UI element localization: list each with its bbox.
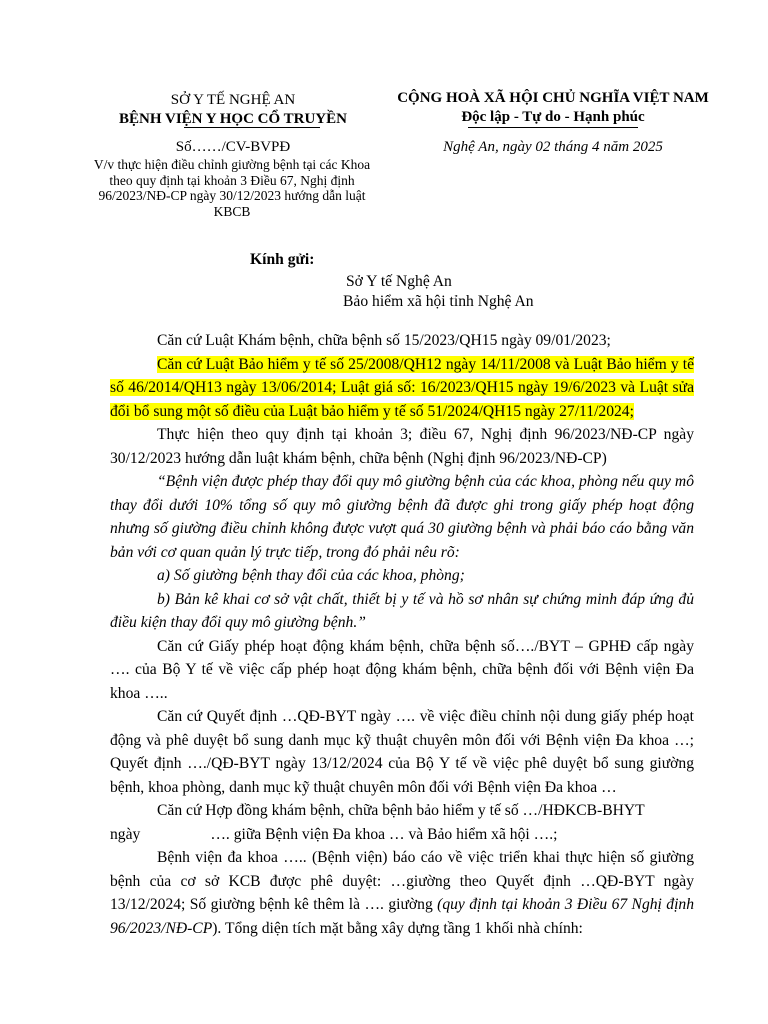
- contract-date-label: ngày: [110, 825, 141, 843]
- motto-underline: [468, 127, 638, 128]
- report-tail-text: ). Tổng diện tích mặt bằng xây dựng tầng 1 khối nhà chính:: [212, 919, 583, 937]
- paragraph-quote: “Bệnh viện được phép thay đổi quy mô giường bệnh của các khoa, phòng nếu quy mô thay đổi dưới 10% tổng số quy mô giường bệnh đã được ghi trong giấy phép hoạt động nhưng số giường điều chỉnh không được vượt quá 30 giường bệnh và phải báo cáo bằng văn bản với cơ quan quản lý trực tiếp, trong đó phải nêu rõ:: [110, 473, 694, 561]
- document-number: Số……/CV-BVPĐ: [175, 139, 291, 155]
- paragraph-implementation: Thực hiện theo quy định tại khoản 3; điều 67, Nghị định 96/2023/NĐ-CP ngày 30/12/2023 hướng dẫn luật khám bệnh, chữa bệnh (Nghị định 96/2023/NĐ-CP): [110, 426, 694, 467]
- paragraph-contract-line-1: Căn cứ Hợp đồng khám bệnh, chữa bệnh bảo hiểm y tế số …/HĐKCB-BHYT: [157, 802, 645, 819]
- contract-parties: …. giữa Bệnh viện Đa khoa … và Bảo hiểm xã hội ….;: [210, 825, 558, 843]
- country-name: CỘNG HOÀ XÃ HỘI CHỦ NGHĨA VIỆT NAM: [397, 90, 709, 106]
- report-italic-ref: (quy định tại khoản 3 Điều 67 Nghị định 96/2023/NĐ-CP: [110, 896, 694, 937]
- report-main-text: Bệnh viện đa khoa ….. (Bệnh viện) báo cáo về việc triển khai thực hiện số giường bệnh của cơ sở KCB được phê duyệt: …giường theo Quyết định …QĐ-BYT ngày 13/12/2024; Số giường bệnh kê thêm là …. giường: [110, 849, 694, 913]
- place-and-date: Nghệ An, ngày 02 tháng 4 năm 2025: [443, 139, 663, 155]
- department-name: SỞ Y TẾ NGHỆ AN: [170, 92, 296, 108]
- highlighted-text: Căn cứ Luật Bảo hiểm y tế số 25/2008/QH12 ngày 14/11/2008 và Luật Bảo hiểm y tế số 46/2014/QH13 ngày 13/06/2014; Luật giá số: 16/2023/QH15 ngày 19/6/2023 và Luật sửa đổi bổ sung một số điều của Luật bảo hiểm y tế số 51/2024/QH15 ngày 27/11/2024;: [110, 355, 694, 420]
- paragraph-legal-basis-2: [110, 353, 694, 424]
- paragraph-legal-basis-1: Căn cứ Luật Khám bệnh, chữa bệnh số 15/2023/QH15 ngày 09/01/2023;: [157, 332, 611, 349]
- paragraph-decision: Căn cứ Quyết định …QĐ-BYT ngày …. về việc điều chỉnh nội dung giấy phép hoạt động và phê duyệt bổ sung danh mục kỹ thuật chuyên môn đối với Bệnh viện Đa khoa …; Quyết định …./QĐ-BYT ngày 13/12/2024 của Bộ Y tế về việc phê duyệt bổ sung giường bệnh, khoa phòng, danh mục kỹ thuật chuyên môn đối với Bệnh viện Đa khoa …: [110, 708, 694, 796]
- document-subject: V/v thực hiện điều chỉnh giường bệnh tại các Khoa theo quy định tại khoản 3 Điều 67, Nghị định 96/2023/NĐ-CP ngày 30/12/2023 hướng dẫn luật KBCB: [93, 157, 371, 219]
- paragraph-report: [110, 846, 694, 940]
- hospital-name: BỆNH VIỆN Y HỌC CỔ TRUYỀN: [119, 111, 347, 127]
- quote-item-b: b) Bản kê khai cơ sở vật chất, thiết bị y tế và hồ sơ nhân sự chứng minh đáp ứng đủ điều kiện thay đổi quy mô giường bệnh.”: [110, 590, 694, 631]
- paragraph-contract-line-2: [110, 823, 694, 847]
- document-body: [110, 329, 694, 940]
- paragraph-license: Căn cứ Giấy phép hoạt động khám bệnh, chữa bệnh số…./BYT – GPHĐ cấp ngày …. của Bộ Y tế về việc cấp phép hoạt động khám bệnh, chữa bệnh đối với Bệnh viện Đa khoa …..: [110, 637, 694, 702]
- national-motto: Độc lập - Tự do - Hạnh phúc: [461, 109, 645, 125]
- recipient-2: Bảo hiểm xã hội tỉnh Nghệ An: [343, 293, 534, 310]
- quote-item-a: a) Số giường bệnh thay đổi của các khoa, phòng;: [157, 567, 465, 584]
- recipient-1: Sở Y tế Nghệ An: [346, 273, 452, 290]
- hospital-underline: [184, 127, 320, 128]
- recipients-label: Kính gửi:: [250, 251, 315, 268]
